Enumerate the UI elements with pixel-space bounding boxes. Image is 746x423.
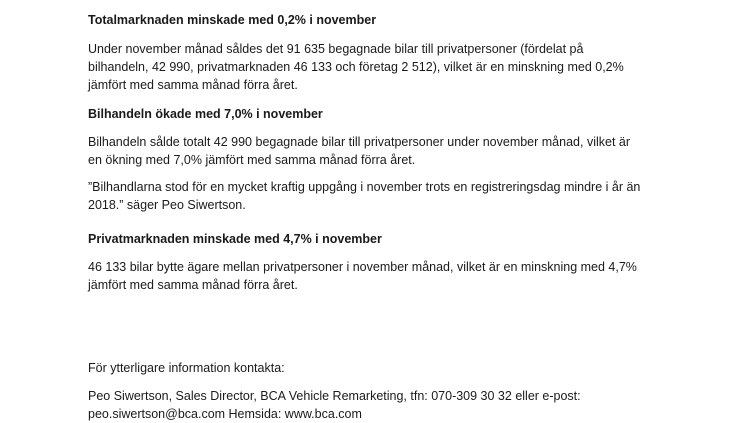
- paragraph-car-dealers: [88, 133, 688, 169]
- section-heading-car-dealers: Bilhandeln ökade med 7,0% i november: [88, 107, 323, 121]
- contact-intro: För ytterligare information kontakta:: [88, 361, 285, 375]
- paragraph-total-market: [88, 40, 688, 94]
- section-heading-total-market: Totalmarknaden minskade med 0,2% i november: [88, 13, 377, 27]
- text-line: ”Bilhandlarna stod för en mycket kraftig uppgång i november trots en registreringsdag mindre i år än: [88, 180, 641, 194]
- text-line: 46 133 bilar bytte ägare mellan privatpersoner i november månad, vilket är en minskning med 4,7%: [88, 260, 637, 274]
- contact-details: [88, 387, 688, 423]
- text-line: jämfört med samma månad förra året.: [88, 278, 298, 292]
- paragraph-private-market: [88, 258, 688, 294]
- text-line: Bilhandeln sålde totalt 42 990 begagnade bilar till privatpersoner under november månad, vilket är: [88, 135, 631, 149]
- contact-line: peo.siwertson@bca.com Hemsida: www.bca.com: [88, 407, 362, 421]
- contact-line: Peo Siwertson, Sales Director, BCA Vehicle Remarketing, tfn: 070-309 30 32 eller e-post:: [88, 389, 581, 403]
- text-line: 2018.” säger Peo Siwertson.: [88, 198, 246, 212]
- section-heading-private-market: Privatmarknaden minskade med 4,7% i november: [88, 232, 382, 246]
- text-line: bilhandeln, 42 990, privatmarknaden 46 133 och företag 2 512), vilket är en minskning med 0,2%: [88, 60, 624, 74]
- text-line: en ökning med 7,0% jämfört med samma månad förra året.: [88, 153, 416, 167]
- paragraph-quote: [88, 178, 688, 214]
- text-line: jämfört med samma månad förra året.: [88, 78, 298, 92]
- text-line: Under november månad såldes det 91 635 begagnade bilar till privatpersoner (fördelat på: [88, 42, 584, 56]
